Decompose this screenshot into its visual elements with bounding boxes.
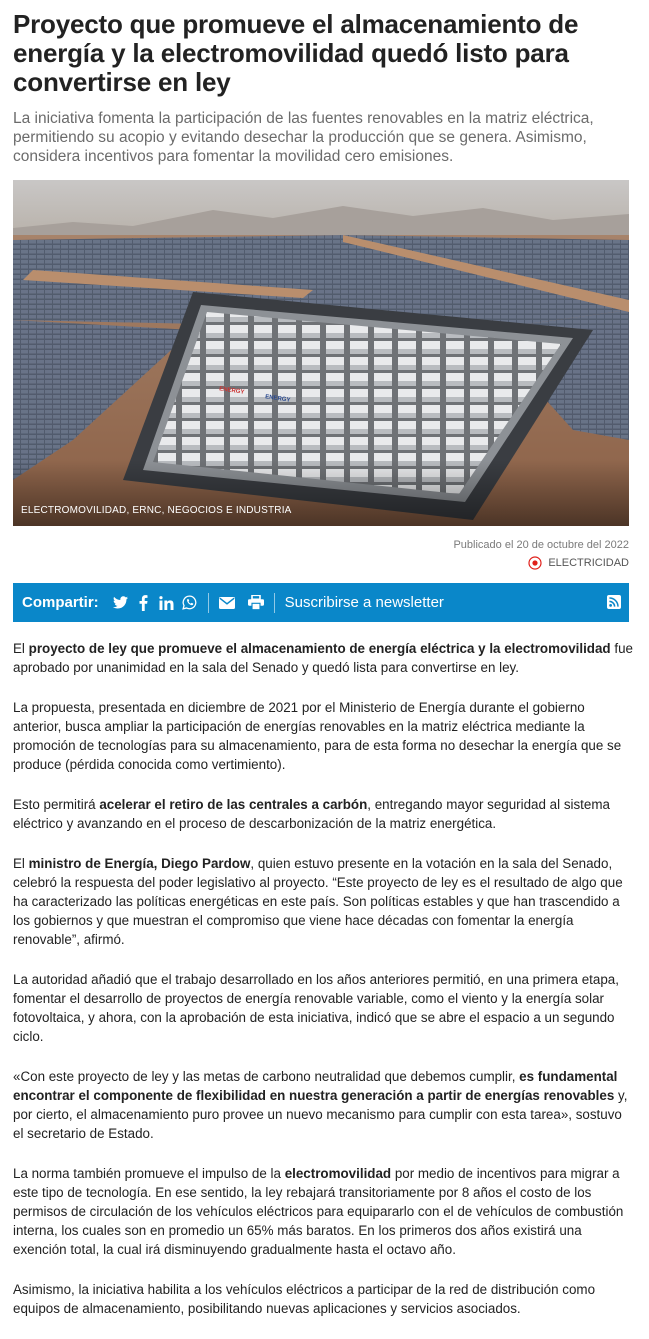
text: La autoridad añadió que el trabajo desarrollado en los años anteriores permitió, en una primera etapa, fomentar el desarrollo de proyectos de energía renovable variable, como el viento y la energía solar fotovoltaica, y ahora, con la aprobación de esta iniciativa, indicó que se abre el espacio a un segundo ciclo. <box>13 972 619 1044</box>
tag-ernc[interactable]: ERNC <box>132 505 162 516</box>
text: , quien estuvo presente en la votación en la sala del Senado, celebró la respuesta del poder legislativo al proyecto. “Este proyecto de ley es el resultado de algo que ha caracterizado las políticas energéticas en este país. Son políticas estables y que han trascendido a los gobiernos y que muestran el compromiso que viene hace décadas con fomentar la energía renovable”, afirmó. <box>13 856 623 947</box>
paragraph <box>13 1067 633 1143</box>
category[interactable] <box>528 556 629 570</box>
target-icon <box>528 556 542 570</box>
share-bar <box>13 583 629 622</box>
divider <box>208 593 209 613</box>
bold-text: acelerar el retiro de las centrales a carbón <box>99 797 368 812</box>
image-tags: ELECTROMOVILIDAD, ERNC, NEGOCIOS E INDUSTRIA <box>21 505 292 516</box>
text: Asimismo, la iniciativa habilita a los vehículos eléctricos a participar de la red de distribución como equipos de almacenamiento, posibilitando nuevas aplicaciones y servicios asociados. <box>13 1282 596 1316</box>
paragraph <box>13 970 633 1046</box>
article-lead: La iniciativa fomenta la participación de las fuentes renovables en la matriz eléctrica, permitiendo su acopio y evitando desechar la producción que se genera. Asimismo, considera incentivos para fomentar la movilidad cero emisiones. <box>13 110 594 165</box>
hero-image <box>13 180 629 526</box>
paragraph <box>13 1280 633 1318</box>
text: y, por cierto, el almacenamiento puro provee un nuevo mecanismo para cumplir con esta tarea», sostuvo el secretario de Estado. <box>13 1088 628 1141</box>
battery-storage-illustration <box>13 180 629 526</box>
text: La norma también promueve el impulso de la <box>13 1166 285 1181</box>
rss-icon[interactable] <box>607 595 621 609</box>
facebook-icon[interactable] <box>136 595 152 611</box>
container-label-left: ENERGY <box>218 386 245 396</box>
bold-text: proyecto de ley que promueve el almacenamiento de energía eléctrica y la electromovilidad <box>28 641 611 656</box>
tag-electromovilidad[interactable]: ELECTROMOVILIDAD <box>21 505 127 516</box>
text: fue aprobado por unanimidad en la sala del Senado y quedó lista para convertirse en ley. <box>13 641 633 675</box>
text: «Con este proyecto de ley y las metas de carbono neutralidad que debemos cumplir, <box>13 1069 520 1084</box>
text: La propuesta, presentada en diciembre de 2021 por el Ministerio de Energía durante el gobierno anterior, busca ampliar la participación de energías renovables en la matriz eléctrica mediante la promoción de tecnologías para su almacenamiento, para de esta forma no desechar la energía que se produce (pérdida conocida como vertimiento). <box>13 700 622 772</box>
article-body <box>13 639 633 1339</box>
text: El <box>13 641 29 656</box>
container-label-right: ENERGY <box>264 394 291 404</box>
category-label[interactable]: ELECTRICIDAD <box>548 557 629 569</box>
paragraph <box>13 698 633 774</box>
whatsapp-icon[interactable] <box>182 595 198 611</box>
publish-date: Publicado el 20 de octubre del 2022 <box>453 539 629 551</box>
email-icon[interactable] <box>219 595 235 611</box>
text: , entregando mayor seguridad al sistema eléctrico y avanzando en el proceso de descarbonización de la matriz energética. <box>13 797 610 831</box>
bold-text: electromovilidad <box>284 1166 392 1181</box>
paragraph <box>13 795 633 833</box>
share-label: Compartir: <box>22 594 99 611</box>
article-title: Proyecto que promueve el almacenamiento de energía y la electromovilidad quedó listo para convertirse en ley <box>13 9 579 97</box>
share-icons <box>113 595 198 611</box>
text: Esto permitirá <box>13 797 100 812</box>
text: El <box>13 856 29 871</box>
paragraph <box>13 854 633 949</box>
twitter-icon[interactable] <box>113 595 129 611</box>
bold-text: ministro de Energía, Diego Pardow <box>28 856 251 871</box>
paragraph <box>13 1164 633 1259</box>
share-utility-icons <box>219 595 264 611</box>
tag-negocios[interactable]: NEGOCIOS E INDUSTRIA <box>167 505 292 516</box>
text: por medio de incentivos para migrar a este tipo de tecnología. En ese sentido, la ley rebajará transitoriamente por 8 años el costo de los permisos de circulación de los vehículos eléctricos para equipararlo con el de vehículos de combustión interna, los cuales son en promedio un 65% más baratos. En los primeros dos años existirá una exención total, la cual irá disminuyendo gradualmente hasta el octavo año. <box>13 1166 624 1257</box>
linkedin-icon[interactable] <box>159 595 175 611</box>
newsletter-link[interactable]: Suscribirse a newsletter <box>284 594 444 611</box>
bold-text: es fundamental encontrar el componente de flexibilidad en nuestra generación a partir de energías renovables <box>13 1069 618 1103</box>
print-icon[interactable] <box>248 595 264 611</box>
divider <box>274 593 275 613</box>
paragraph <box>13 639 633 677</box>
